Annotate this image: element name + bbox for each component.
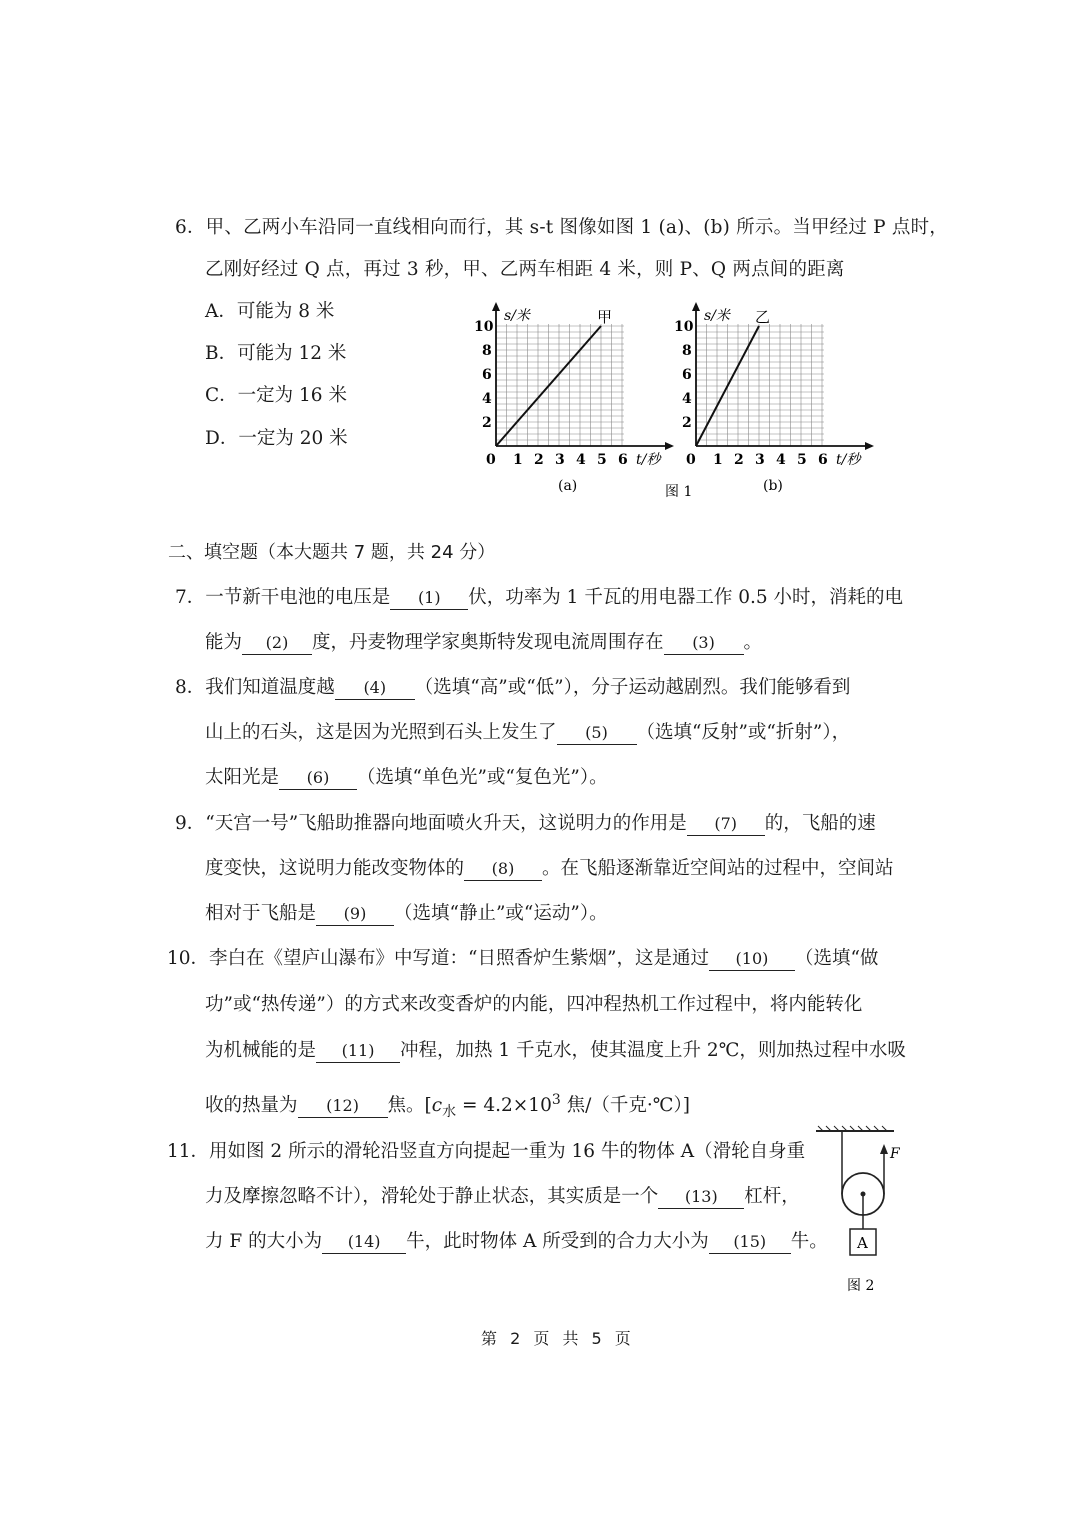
figure1 [460, 300, 900, 510]
y-tick-label: 4 [682, 391, 692, 407]
y-tick-label: 2 [482, 415, 492, 431]
formula-sub: 水 [442, 1103, 457, 1120]
q7-text: 伏，功率为 1 千瓦的用电器工作 0.5 小时，消耗的电 [468, 587, 903, 608]
y-tick-label: 6 [682, 367, 692, 383]
force-label: F [890, 1146, 900, 1162]
x-axis-label: t/秒 [836, 452, 861, 468]
q10-text: 冲程，加热 1 千克水，使其温度上升 2℃，则加热过程中水吸 [400, 1040, 906, 1061]
page-number: 第 2 页 共 5 页 [481, 1329, 635, 1348]
x-axis-arrow-icon [865, 442, 874, 450]
q11-text: 力 F 的大小为 [205, 1231, 323, 1252]
formula-value: = 4.2×10 [456, 1095, 552, 1117]
x-tick-label: 4 [776, 452, 786, 468]
chart-a [474, 302, 674, 468]
q11-line3 [205, 1230, 828, 1254]
x-tick-label: 1 [513, 452, 523, 468]
q6-option-d: D．一定为 20 米 [205, 428, 348, 449]
q11-text: 牛。 [790, 1231, 828, 1252]
blank-10[interactable]: (10) [709, 948, 795, 971]
q9-text: 的，飞船的速 [764, 813, 876, 834]
q8-text: （选填“高”或“低”），分子运动越剧烈。我们能够看到 [414, 677, 851, 698]
y-tick-label: 10 [474, 319, 494, 335]
subcaption-b: (b) [763, 478, 783, 494]
figure1-caption: 图 1 [665, 484, 693, 500]
chart-b [674, 302, 874, 468]
q10-text: 10．李白在《望庐山瀑布》中写道：“日照香炉生紫烟”，这是通过 [167, 948, 709, 969]
x-axis-label: t/秒 [636, 452, 661, 468]
blank-11[interactable]: (11) [316, 1040, 400, 1063]
q9-text: 度变快，这说明力能改变物体的 [205, 858, 465, 879]
y-tick-label: 8 [682, 343, 692, 359]
x-tick-label: 5 [797, 452, 807, 468]
q7-text: 能为 [205, 632, 243, 653]
q9-text: （选填“静止”或“运动”）。 [394, 903, 608, 924]
blank-2[interactable]: (2) [242, 632, 312, 655]
y-axis-arrow-icon [692, 302, 700, 311]
x-tick-label: 0 [486, 452, 496, 468]
q11-text: 力及摩擦忽略不计），滑轮处于静止状态，其实质是一个 [205, 1186, 659, 1207]
q10-line2: 功”或“热传递”）的方式来改变香炉的内能，四冲程热机工作过程中，将内能转化 [205, 994, 863, 1015]
q8-text: 太阳光是 [205, 767, 280, 788]
y-tick-label: 6 [482, 367, 492, 383]
q7-text: 度，丹麦物理学家奥斯特发现电流周围存在 [312, 632, 664, 653]
x-axis-arrow-icon [665, 442, 674, 450]
q10-line1 [167, 947, 878, 971]
blank-7[interactable]: (7) [687, 813, 765, 836]
x-tick-label: 4 [576, 452, 586, 468]
blank-15[interactable]: (15) [709, 1231, 791, 1254]
series-name: 乙 [755, 308, 771, 326]
q9-line3 [205, 902, 608, 926]
arrow-up-icon [880, 1144, 888, 1154]
formula-exp: 3 [551, 1092, 561, 1108]
q10-text: （选填“做 [794, 948, 879, 969]
q11-text: 杠杆， [744, 1186, 800, 1207]
q8-line2 [205, 721, 850, 745]
q8-text: （选填“单色光”或“复色光”）。 [357, 767, 608, 788]
q9-line1 [175, 812, 876, 836]
x-tick-label: 2 [534, 452, 544, 468]
blank-8[interactable]: (8) [464, 858, 542, 881]
q9-text: 9．“天宫一号”飞船助推器向地面喷火升天，这说明力的作用是 [175, 813, 687, 834]
x-tick-label: 1 [713, 452, 723, 468]
q6-line2: 乙刚好经过 Q 点，再过 3 秒，甲、乙两车相距 4 米，则 P、Q 两点间的距离 [205, 259, 845, 280]
pulley-axle [861, 1192, 866, 1197]
x-tick-label: 6 [618, 452, 628, 468]
q8-line3 [205, 766, 608, 790]
figure2-pulley [810, 1122, 900, 1302]
y-tick-label: 2 [682, 415, 692, 431]
q6-line1: 6．甲、乙两小车沿同一直线相向而行，其 s-t 图像如图 1 (a)、(b) 所示。当甲经过 P 点时， [175, 217, 948, 238]
q9-text: 。在飞船逐渐靠近空间站的过程中，空间站 [542, 858, 894, 879]
q7-text: 7．一节新干电池的电压是 [175, 587, 391, 608]
x-tick-label: 6 [818, 452, 828, 468]
blank-6[interactable]: (6) [279, 767, 357, 790]
y-tick-label: 8 [482, 343, 492, 359]
x-tick-label: 3 [755, 452, 765, 468]
q8-text: 山上的石头，这是因为光照到石头上发生了 [205, 722, 557, 743]
y-axis-label: s/米 [504, 308, 530, 324]
x-tick-label: 5 [597, 452, 607, 468]
formula-unit: 焦/（千克·℃）] [560, 1095, 690, 1117]
x-tick-label: 0 [686, 452, 696, 468]
q7-line2 [205, 631, 762, 655]
blank-5[interactable]: (5) [557, 722, 637, 745]
q10-line4 [205, 1088, 690, 1124]
blank-1[interactable]: (1) [390, 587, 468, 610]
series-name: 甲 [597, 308, 613, 326]
subcaption-a: (a) [558, 478, 578, 494]
block-label: A [857, 1234, 868, 1252]
x-tick-label: 3 [555, 452, 565, 468]
blank-9[interactable]: (9) [316, 903, 394, 926]
q7-line1 [175, 586, 903, 610]
q9-text: 相对于飞船是 [205, 903, 317, 924]
q9-line2 [205, 857, 894, 881]
blank-14[interactable]: (14) [322, 1231, 406, 1254]
q6-option-c: C．一定为 16 米 [205, 385, 347, 406]
q8-line1 [175, 676, 850, 700]
blank-4[interactable]: (4) [335, 677, 415, 700]
q6-option-a: A．可能为 8 米 [205, 301, 335, 322]
q11-line1: 11．用如图 2 所示的滑轮沿竖直方向提起一重为 16 牛的物体 A（滑轮自身重 [167, 1141, 806, 1162]
q6-option-b: B．可能为 12 米 [205, 343, 347, 364]
section2-title: 二、填空题（本大题共 7 题，共 24 分） [168, 542, 496, 563]
blank-12[interactable]: (12) [298, 1095, 388, 1118]
q7-text: 。 [743, 632, 763, 653]
formula-c: c [431, 1095, 443, 1117]
y-tick-label: 10 [674, 319, 694, 335]
q8-text: （选填“反射”或“折射”）， [636, 722, 851, 743]
y-axis-label: s/米 [704, 308, 730, 324]
x-tick-label: 2 [734, 452, 744, 468]
q8-text: 8．我们知道温度越 [175, 677, 335, 698]
q10-text: 为机械能的是 [205, 1040, 317, 1061]
y-tick-label: 4 [482, 391, 492, 407]
y-axis-arrow-icon [492, 302, 500, 311]
q10-text: 焦。[ [387, 1095, 432, 1117]
blank-13[interactable]: (13) [658, 1186, 744, 1209]
q11-line2 [205, 1185, 800, 1209]
q10-text: 收的热量为 [205, 1095, 298, 1117]
q11-text: 牛，此时物体 A 所受到的合力大小为 [406, 1231, 709, 1252]
q10-line3 [205, 1039, 906, 1063]
figure2-caption: 图 2 [847, 1278, 875, 1294]
blank-3[interactable]: (3) [664, 632, 744, 655]
